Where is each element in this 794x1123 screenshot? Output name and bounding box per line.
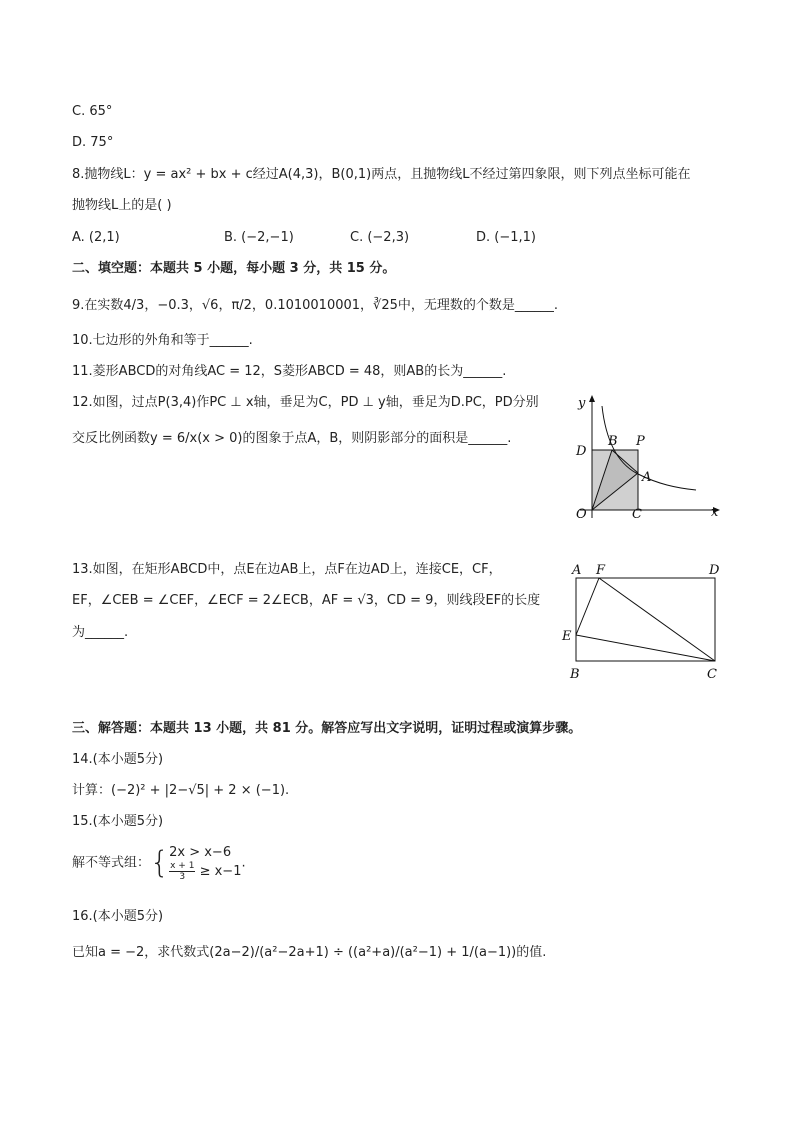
q8-option-b: B. (−2,−1) xyxy=(224,230,294,245)
q8-option-c: C. (−2,3) xyxy=(350,230,410,245)
q15-row2-rest: ≥ x−1 xyxy=(199,864,242,879)
label-x: x xyxy=(711,505,719,520)
question-13-line1: 13.如图，在矩形ABCD中，点E在边AB上，点F在边AD上，连接CE，CF， xyxy=(72,562,502,577)
question-14: 计算：(−2)² + |2−√5| + 2 × (−1). xyxy=(72,783,290,798)
label-a: A xyxy=(642,470,652,485)
question-8-line1: 8.抛物线L：y = ax² + bx + c经过A(4,3)，B(0,1)两点，且抛物线L不经过第四象限，则下列点坐标可能在 xyxy=(72,167,691,182)
rectangle-abcd xyxy=(576,578,715,661)
section-3-heading: 三、解答题：本题共 13 小题，共 81 分。解答应写出文字说明，证明过程或演算步骤。 xyxy=(72,721,582,736)
figure-q13 xyxy=(558,560,728,685)
label-c: C xyxy=(707,667,717,682)
q15-frac-den: 3 xyxy=(179,872,186,882)
question-12-line1: 12.如图，过点P(3,4)作PC ⊥ x轴，垂足为C，PD ⊥ y轴，垂足为D.PC，PD分别 xyxy=(72,395,539,410)
option-d: D. 75° xyxy=(72,135,114,150)
q15-prefix: 解不等式组： xyxy=(72,855,151,871)
label-b: B xyxy=(608,434,618,449)
segment-fe xyxy=(576,578,599,635)
y-axis-arrow xyxy=(589,395,595,402)
option-c: C. 65° xyxy=(72,104,113,119)
segment-fc xyxy=(599,578,715,661)
q15-brace: { xyxy=(150,845,170,881)
q15-row1: 2x > x−6 xyxy=(169,845,232,860)
question-15 xyxy=(72,845,246,882)
segment-ec xyxy=(576,635,715,661)
label-d: D xyxy=(576,444,587,459)
q15-period: . xyxy=(241,855,246,871)
label-c: C xyxy=(632,507,642,522)
q15-system xyxy=(169,845,241,882)
label-y: y xyxy=(578,396,586,411)
label-d: D xyxy=(709,563,720,578)
question-9: 9.在实数4/3，−0.3，√6，π/2，0.1010010001，∛25中，无理数的个数是______. xyxy=(72,298,558,313)
question-8-line2: 抛物线L上的是( ) xyxy=(72,198,172,213)
question-15-header: 15.(本小题5分) xyxy=(72,814,164,829)
label-e: E xyxy=(562,629,572,644)
label-f: F xyxy=(596,563,606,578)
question-12-line2: 交反比例函数y = 6/x(x > 0)的图象于点A，B，则阴影部分的面积是______. xyxy=(72,431,512,446)
q8-option-d: D. (−1,1) xyxy=(476,230,536,245)
question-10: 10.七边形的外角和等于______. xyxy=(72,333,253,348)
section-2-heading: 二、填空题：本题共 5 小题，每小题 3 分，共 15 分。 xyxy=(72,261,396,276)
question-8-options xyxy=(72,229,536,247)
question-16: 已知a = −2，求代数式(2a−2)/(a²−2a+1) ÷ ((a²+a)/(a²−1) + 1/(a−1))的值. xyxy=(72,945,547,960)
question-13-line3: 为______. xyxy=(72,625,129,640)
label-o: O xyxy=(576,507,587,522)
label-b: B xyxy=(570,667,580,682)
q8-option-a: A. (2,1) xyxy=(72,230,120,245)
q15-row2 xyxy=(169,861,241,882)
question-11: 11.菱形ABCD的对角线AC = 12，S菱形ABCD = 48，则AB的长为______. xyxy=(72,364,507,379)
question-16-header: 16.(本小题5分) xyxy=(72,909,164,924)
question-14-header: 14.(本小题5分) xyxy=(72,752,164,767)
figure-q12 xyxy=(566,392,726,522)
q15-fraction xyxy=(169,861,195,882)
label-p: P xyxy=(636,434,645,449)
label-a: A xyxy=(572,563,582,578)
question-13-line2: EF，∠CEB = ∠CEF，∠ECF = 2∠ECB，AF = √3，CD = 9，则线段EF的长度 xyxy=(72,593,541,608)
q15-frac-num: x + 1 xyxy=(170,861,195,871)
